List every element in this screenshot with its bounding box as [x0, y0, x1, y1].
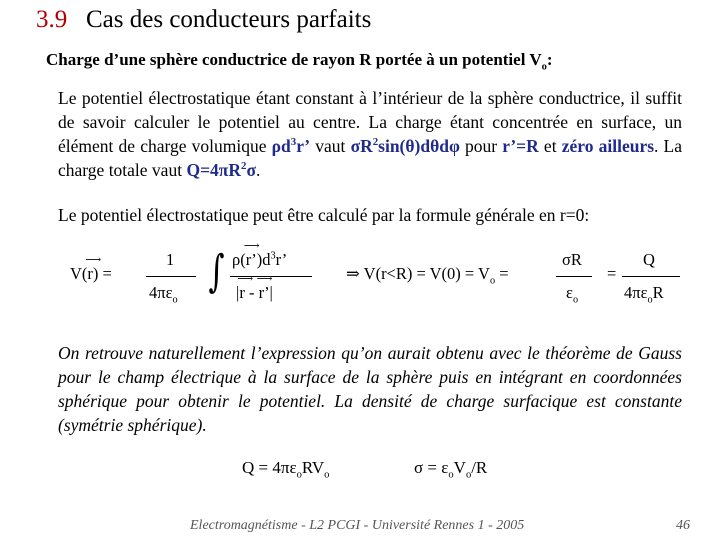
sigma-angles: sin(θ)dθdφ — [378, 136, 460, 156]
footer-text: Electromagnétisme - L2 PCGI - Université Rennes 1 - 2005 — [190, 518, 525, 533]
paragraph-3: On retrouve naturellement l’expression qu’on aurait obtenu avec le théorème de Gauss pour le champ électrique à la surface de la sphère puis en intégrant en coordonnées sphérique pour obtenir le potentiel. La densité de charge surfacique est constante (symétrie sphérique). — [58, 343, 682, 435]
num2-sup: 3 — [270, 250, 276, 262]
num2-r: r’ — [275, 250, 288, 269]
den2-r-vector: ⟶ r — [239, 283, 245, 303]
fraction-3-bar — [556, 276, 592, 277]
p1-text-3: pour — [459, 136, 503, 156]
den2-minus: - — [244, 283, 259, 302]
condition-zero: zéro ailleurs — [561, 136, 655, 156]
slide-subtitle — [46, 50, 553, 73]
fraction-3-numerator: σR — [562, 250, 582, 269]
mid-sub: o — [489, 275, 496, 287]
density-formula — [414, 458, 488, 481]
implies-arrow: ⇒ — [346, 264, 360, 283]
condition-r: r’=R — [502, 136, 539, 156]
rho-d: ρd — [271, 136, 291, 156]
den4-r: R — [652, 283, 664, 302]
p1-text-5: . La charge totale vaut — [58, 136, 682, 180]
num2-r-vector: ⟶ r — [246, 250, 252, 270]
den3-text: ε — [566, 283, 573, 302]
rho-expression — [272, 136, 310, 156]
s-text-b: V — [453, 458, 466, 477]
den2-bar-left: | — [236, 283, 240, 302]
s-sub-1: o — [448, 469, 454, 481]
fraction-4-numerator: Q — [643, 250, 655, 269]
paragraph-2: Le potentiel électrostatique peut être calculé par la formule générale en r=0: — [58, 205, 590, 225]
total-charge — [186, 160, 256, 180]
fraction-2-numerator — [232, 250, 287, 270]
den2-r2-vector: ⟶ r — [259, 283, 265, 303]
s-text-a: σ = ε — [414, 458, 449, 477]
formula-middle — [346, 264, 509, 287]
q-text-b: RV — [301, 458, 325, 477]
formula-lhs — [70, 264, 112, 284]
p1-text-6: . — [255, 160, 261, 180]
den1-sub: o — [172, 294, 178, 306]
total-charge-sup: 2 — [241, 160, 247, 173]
mid-text: V(r<R) = V(0) = V — [359, 264, 490, 283]
lhs-v: V( — [70, 264, 88, 283]
page-number: 46 — [676, 518, 690, 533]
mid-equals: = — [495, 264, 509, 283]
fraction-3-denominator — [566, 283, 579, 306]
charge-formula — [242, 458, 330, 481]
num2-rho: ρ( — [232, 250, 246, 269]
sigma-expression — [351, 136, 460, 156]
title-text: Cas des conducteurs parfaits — [86, 6, 372, 33]
fraction-1-bar — [146, 276, 196, 277]
q-text-a: Q = 4πε — [242, 458, 297, 477]
subtitle-colon: : — [546, 50, 553, 69]
p1-text-4: et — [538, 136, 562, 156]
q-sub-2: o — [324, 469, 330, 481]
den2-bar-right: ’| — [264, 283, 273, 302]
integral-sign: ∫ — [208, 246, 225, 297]
fraction-1-denominator — [149, 283, 178, 306]
fraction-2-denominator — [236, 283, 273, 303]
p1-text-1: Le potentiel électrostatique étant constant à l’intérieur de la sphère conductrice, il suffit de savoir calculer le potentiel au centre. La charge étant concentrée en surface, un élément de charge volumique — [58, 88, 682, 156]
den3-sub: o — [572, 294, 579, 306]
subtitle-subscript: o — [541, 61, 547, 73]
lhs-r-vector: ⟶ r — [87, 264, 93, 284]
den4-sub: o — [647, 294, 653, 306]
fraction-4-denominator — [624, 283, 664, 306]
den1-text: 4πε — [149, 283, 173, 302]
paragraph-1 — [58, 86, 682, 182]
rho-r: r’ — [296, 136, 311, 156]
den4-text: 4πε — [624, 283, 648, 302]
fraction-4-bar — [622, 276, 680, 277]
section-number: 3.9 — [36, 6, 68, 33]
slide-title — [36, 6, 371, 34]
sigma-r: σR — [350, 136, 373, 156]
second-equals: = — [607, 264, 617, 283]
lhs-equals: ) = — [92, 264, 112, 283]
s-sub-2: o — [465, 469, 472, 481]
total-charge-sigma: σ — [246, 160, 256, 180]
p1-text-2: vaut — [310, 136, 351, 156]
total-charge-q: Q=4πR — [186, 160, 242, 180]
s-text-c: /R — [471, 458, 488, 477]
rho-sup: 3 — [290, 136, 297, 149]
fraction-1-numerator: 1 — [166, 250, 175, 269]
num2-d: ’)d — [251, 250, 271, 269]
q-sub-1: o — [296, 469, 302, 481]
sigma-sup: 2 — [372, 136, 379, 149]
subtitle-text: Charge d’une sphère conductrice de rayon R portée à un potentiel V — [46, 50, 542, 69]
